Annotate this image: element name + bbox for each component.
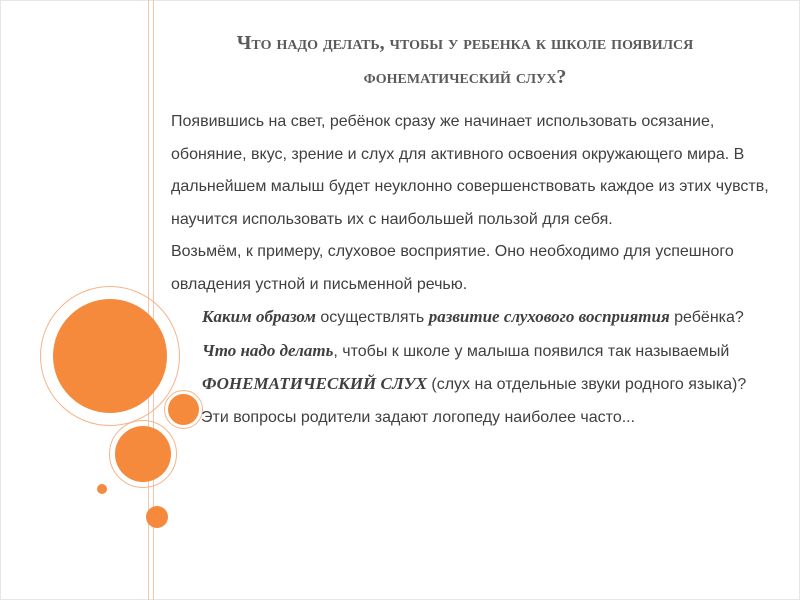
slide-body [171,106,781,434]
closing-line: Эти вопросы родители задают логопеду наиболее часто... [201,408,636,426]
emphasis-text: Каким образом [202,307,316,326]
paragraph-example: Возьмём, к примеру, слуховое восприятие. Оно необходимо для успешного овладения устной и письменной речью. [171,243,734,293]
question-phonemic [171,335,781,402]
question-text: , чтобы к школе у малыша появился так называемый [333,342,730,360]
emphasis-text: Что надо делать [202,340,334,360]
question-text: осуществлять [315,309,429,326]
question-text: ребёнка? [669,309,744,326]
slide-title: Что надо делать, чтобы у ребенка к школе появился фонематический слух? [236,32,694,88]
decorative-ring [109,420,177,488]
decorative-circle [146,506,168,528]
question-text: (слух на отдельные звуки родного языка)? [426,376,747,393]
emphasis-text: развитие слухового восприятия [428,307,670,326]
decorative-ring [40,286,180,426]
paragraph-intro: Появившись на свет, ребёнок сразу же начинает использовать осязание, обоняние, вкус, зрение и слух для активного освоения окружающего мира. В дальнейшем малыш будет неуклонно совершенствовать каждое из этих чувств, научится использовать их с наибольшей пользой для себя. [171,113,769,228]
question-development [171,301,781,335]
decorative-circle-small [97,484,107,494]
emphasis-text: ФОНЕМАТИЧЕСКИЙ СЛУХ [202,374,427,393]
